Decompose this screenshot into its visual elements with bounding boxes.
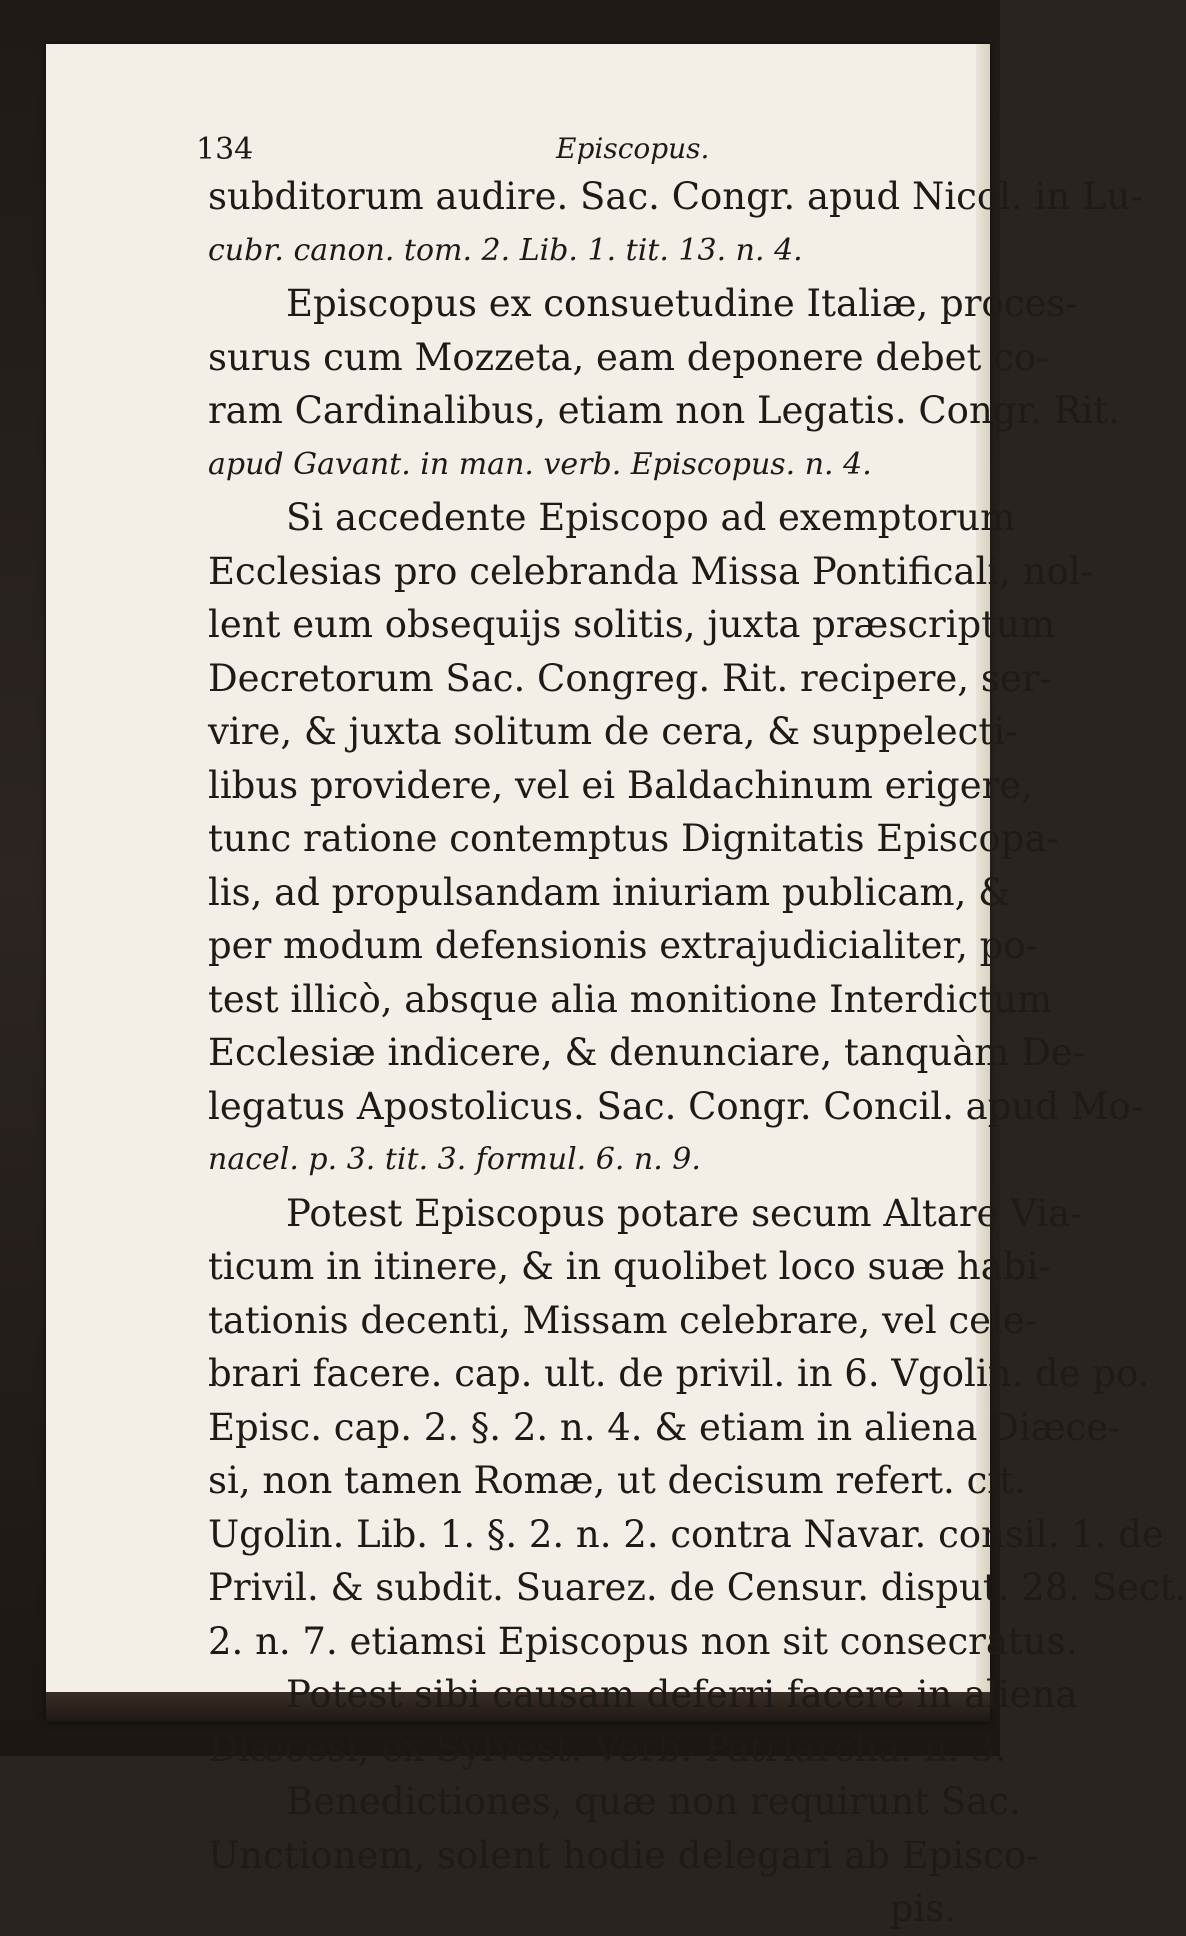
text-block: [160, 122, 1186, 1936]
text-line: Unctionem, solent hodie delegari ab Episco-: [208, 1833, 1039, 1877]
text-line: tationis decenti, Missam celebrare, vel cele-: [208, 1298, 1038, 1342]
page-header: [160, 122, 984, 170]
text-line: test illicò, absque alia monitione Interdictum: [208, 977, 1053, 1021]
text-line: si, non tamen Romæ, ut decisum refert. cit.: [208, 1459, 1026, 1502]
text-line: Decretorum Sac. Congreg. Rit. recipere, ser-: [208, 656, 1052, 700]
text-line: brari facere. cap. ult. de privil. in 6. Vgolin. de po.: [208, 1352, 1150, 1395]
text-line: pis.: [889, 1887, 956, 1930]
text-line: per modum defensionis extrajudicialiter, po-: [208, 924, 1039, 967]
text-line: Potest sibi causam deferri facere in aliena: [286, 1673, 1078, 1716]
text-line: Potest Episcopus potare secum Altare Via-: [286, 1191, 1083, 1235]
text-line: ticum in itinere, & in quolibet loco suæ habi-: [208, 1245, 1051, 1288]
text-line: libus providere, vel ei Baldachinum erigere,: [208, 763, 1033, 807]
text-line: nacel. p. 3. tit. 3. formul. 6. n. 9.: [208, 1142, 701, 1177]
text-line: tunc ratione contemptus Dignitatis Episcopa-: [208, 817, 1060, 860]
page-number: 134: [196, 132, 254, 167]
text-line: Episcopus ex consuetudine Italiæ, proces-: [286, 282, 1078, 325]
text-line: lent eum obsequijs solitis, juxta præscriptum: [208, 603, 1056, 646]
text-line: Ugolin. Lib. 1. §. 2. n. 2. contra Navar. consil. 1. de: [208, 1512, 1164, 1556]
text-line: Ecclesiæ indicere, & denunciare, tanquàm De-: [208, 1031, 1086, 1074]
text-line: cubr. canon. tom. 2. Lib. 1. tit. 13. n. 4.: [208, 232, 803, 268]
text-line: Diæcesi, ex Sylvest. Verb. Patriarcha. n. 3.: [208, 1726, 1007, 1770]
text-line: Si accedente Episcopo ad exemptorum: [286, 496, 1016, 539]
body-text: [160, 170, 1186, 1936]
running-head: Episcopus.: [556, 132, 710, 165]
text-line: vire, & juxta solitum de cera, & suppelecti-: [208, 710, 1018, 753]
text-line: 2. n. 7. etiamsi Episcopus non sit consecratus.: [208, 1619, 1078, 1663]
text-line: ram Cardinalibus, etiam non Legatis. Congr. Rit.: [208, 389, 1120, 432]
text-line: surus cum Mozzeta, eam deponere debet co-: [208, 335, 1049, 379]
text-line: apud Gavant. in man. verb. Episcopus. n. 4.: [208, 446, 872, 482]
text-line: Episc. cap. 2. §. 2. n. 4. & etiam in aliena Diæce-: [208, 1405, 1121, 1449]
text-line: Benedictiones, quæ non requirunt Sac.: [286, 1780, 1021, 1823]
text-line: subditorum audire. Sac. Congr. apud Nicol. in Lu-: [208, 175, 1143, 218]
text-line: Ecclesias pro celebranda Missa Pontificali, nol-: [208, 549, 1094, 593]
text-line: Privil. & subdit. Suarez. de Censur. disput. 28. Sect.: [208, 1566, 1186, 1609]
text-line: lis, ad propulsandam iniuriam publicam, &: [208, 870, 1012, 914]
text-line: legatus Apostolicus. Sac. Congr. Concil. apud Mo-: [208, 1084, 1144, 1128]
